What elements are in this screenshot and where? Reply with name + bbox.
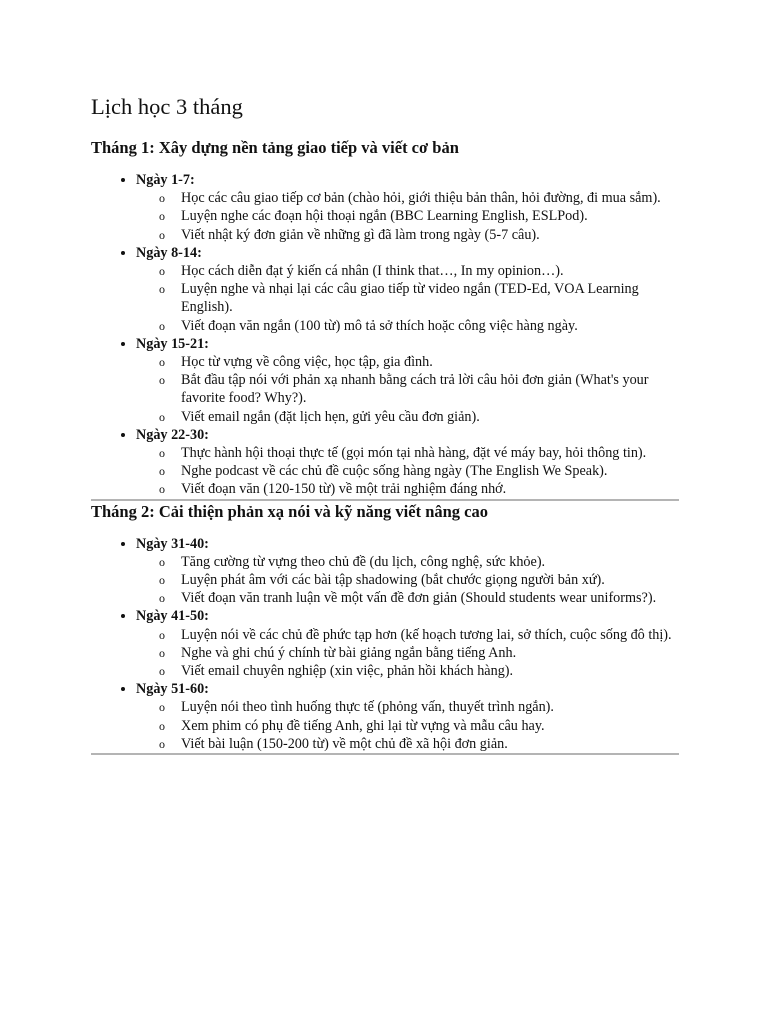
day-group xyxy=(136,171,679,244)
month-1-day-list xyxy=(91,171,679,499)
day-label: Ngày 51-60: xyxy=(136,681,209,698)
circle-bullet-icon: o xyxy=(159,664,165,679)
circle-bullet-icon: o xyxy=(159,373,165,388)
task-list xyxy=(136,444,679,499)
day-group xyxy=(136,244,679,335)
day-label: Ngày 1-7: xyxy=(136,172,195,188)
task-item: o Viết đoạn văn tranh luận về một vấn đề đơn giản (Should students wear uniforms?). xyxy=(159,590,657,607)
circle-bullet-icon: o xyxy=(159,191,165,206)
task-item: o Viết đoạn văn (120-150 từ) về một trải nghiệm đáng nhớ. xyxy=(159,481,507,498)
day-label: Ngày 22-30: xyxy=(136,426,209,443)
task-item: o Nghe podcast về các chủ đề cuộc sống hàng ngày (The English We Speak). xyxy=(159,463,608,480)
task-item: o Viết email ngắn (đặt lịch hẹn, gửi yêu cầu đơn giản). xyxy=(159,408,480,425)
task-item: o Luyện nghe các đoạn hội thoại ngắn (BBC Learning English, ESLPod). xyxy=(159,208,588,225)
task-list xyxy=(136,262,679,335)
day-label: Ngày 15-21: xyxy=(136,335,209,352)
circle-bullet-icon: o xyxy=(159,446,165,461)
day-label: Ngày 41-50: xyxy=(136,608,209,625)
task-item: o Luyện nghe và nhại lại các câu giao tiếp từ video ngắn (TED-Ed, VOA Learning English). xyxy=(159,281,639,316)
circle-bullet-icon: o xyxy=(159,718,165,733)
task-item: o Viết email chuyên nghiệp (xin việc, phản hồi khách hàng). xyxy=(159,663,514,680)
circle-bullet-icon: o xyxy=(159,700,165,715)
circle-bullet-icon: o xyxy=(159,482,165,497)
circle-bullet-icon: o xyxy=(159,355,165,370)
circle-bullet-icon: o xyxy=(159,554,165,569)
task-item: o Luyện phát âm với các bài tập shadowing (bắt chước giọng người bản xứ). xyxy=(159,572,605,589)
circle-bullet-icon: o xyxy=(159,464,165,479)
circle-bullet-icon: o xyxy=(159,282,165,297)
task-item: o Thực hành hội thoại thực tế (gọi món tại nhà hàng, đặt vé máy bay, hỏi thông tin). xyxy=(159,445,647,462)
day-label: Ngày 8-14: xyxy=(136,244,202,261)
task-item: o Học các câu giao tiếp cơ bản (chào hỏi, giới thiệu bản thân, hỏi đường, đi mua sắm). xyxy=(159,190,661,207)
circle-bullet-icon: o xyxy=(159,736,165,751)
section-divider xyxy=(91,753,679,755)
circle-bullet-icon: o xyxy=(159,209,165,224)
circle-bullet-icon: o xyxy=(159,227,165,242)
task-item: o Xem phim có phụ đề tiếng Anh, ghi lại từ vựng và mẫu câu hay. xyxy=(159,717,545,734)
month-1-heading: Tháng 1: Xây dựng nền tảng giao tiếp và viết cơ bản xyxy=(91,138,459,157)
circle-bullet-icon: o xyxy=(159,627,165,642)
day-group xyxy=(136,607,679,680)
task-item: o Luyện nói theo tình huống thực tế (phỏng vấn, thuyết trình ngắn). xyxy=(159,699,554,716)
task-list xyxy=(136,553,679,608)
circle-bullet-icon: o xyxy=(159,409,165,424)
task-item: o Viết nhật ký đơn giản về những gì đã làm trong ngày (5-7 câu). xyxy=(159,226,540,243)
task-list xyxy=(136,189,679,244)
day-group xyxy=(136,335,679,426)
task-item: o Viết đoạn văn ngắn (100 từ) mô tả sở thích hoặc công việc hàng ngày. xyxy=(159,317,578,334)
month-2-day-list xyxy=(91,535,679,753)
day-group xyxy=(136,535,679,608)
task-item: o Học từ vựng về công việc, học tập, gia đình. xyxy=(159,354,433,371)
document-content xyxy=(91,93,679,755)
task-item: o Nghe và ghi chú ý chính từ bài giảng ngắn bằng tiếng Anh. xyxy=(159,644,517,661)
task-list xyxy=(136,698,679,753)
circle-bullet-icon: o xyxy=(159,591,165,606)
month-2-heading: Tháng 2: Cải thiện phản xạ nói và kỹ năng viết nâng cao xyxy=(91,501,489,521)
circle-bullet-icon: o xyxy=(159,318,165,333)
task-item: o Luyện nói về các chủ đề phức tạp hơn (kế hoạch tương lai, sở thích, cuộc sống đô thị). xyxy=(159,626,672,643)
day-label: Ngày 31-40: xyxy=(136,535,209,552)
task-item: o Viết bài luận (150-200 từ) về một chủ đề xã hội đơn giản. xyxy=(159,735,508,752)
task-list xyxy=(136,353,679,426)
circle-bullet-icon: o xyxy=(159,573,165,588)
circle-bullet-icon: o xyxy=(159,645,165,660)
day-group xyxy=(136,680,679,753)
task-item: o Học cách diễn đạt ý kiến cá nhân (I think that…, In my opinion…). xyxy=(159,263,564,280)
task-list xyxy=(136,626,679,681)
circle-bullet-icon: o xyxy=(159,264,165,279)
day-group xyxy=(136,426,679,499)
task-item: o Tăng cường từ vựng theo chủ đề (du lịch, công nghệ, sức khỏe). xyxy=(159,553,546,570)
page-title: Lịch học 3 tháng xyxy=(91,94,243,119)
task-item: o Bắt đầu tập nói với phản xạ nhanh bằng cách trả lời câu hỏi đơn giản (What's your favorite food? Why?). xyxy=(159,372,649,407)
